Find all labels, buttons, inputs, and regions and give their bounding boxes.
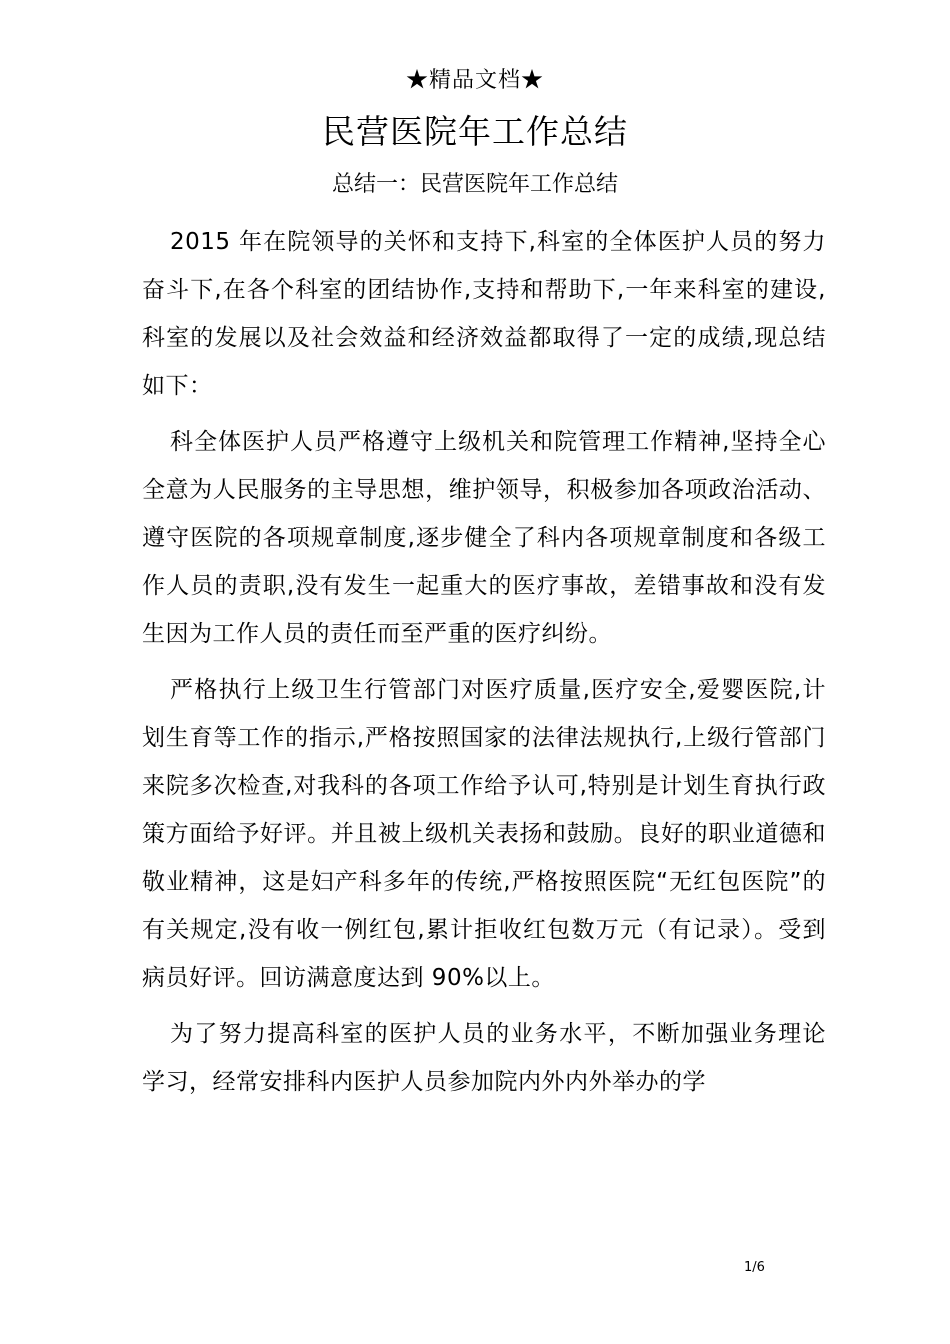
page-number: 1/6 bbox=[744, 1260, 765, 1275]
document-title: 民营医院年工作总结 bbox=[322, 112, 628, 151]
paragraph-2: 科全体医护人员严格遵守上级机关和院管理工作精神,坚持全心全意为人民服务的主导思想，维护领导，积极参加各项政治活动、遵守医院的各项规章制度,逐步健全了科内各项规章制度和各级工作人员的责职,没有发生一起重大的医疗事故，差错事故和没有发生因为工作人员的责任而至严重的医疗纠纷。 bbox=[142, 429, 826, 647]
document-subtitle: 总结一：民营医院年工作总结 bbox=[331, 172, 618, 197]
paragraph-1: 2015 年在院领导的关怀和支持下,科室的全体医护人员的努力奋斗下,在各个科室的团结协作,支持和帮助下,一年来科室的建设,科室的发展以及社会效益和经济效益都取得了一定的成绩,现总结如下： bbox=[142, 229, 826, 399]
header-mark: ★精品文档★ bbox=[405, 68, 544, 93]
document-body bbox=[142, 218, 826, 1114]
paragraph-4: 为了努力提高科室的医护人员的业务水平，不断加强业务理论学习，经常安排科内医护人员参加院内外内外举办的学 bbox=[142, 1021, 826, 1095]
paragraph-3: 严格执行上级卫生行管部门对医疗质量,医疗安全,爱婴医院,计划生育等工作的指示,严格按照国家的法律法规执行,上级行管部门来院多次检查,对我科的各项工作给予认可,特别是计划生育执行政策方面给予好评。并且被上级机关表扬和鼓励。良好的职业道德和敬业精神，这是妇产科多年的传统,严格按照医院“无红包医院”的有关规定,没有收一例红包,累计拒收红包数万元（有记录）。受到病员好评。回访满意度达到 90%以上。 bbox=[142, 677, 826, 991]
